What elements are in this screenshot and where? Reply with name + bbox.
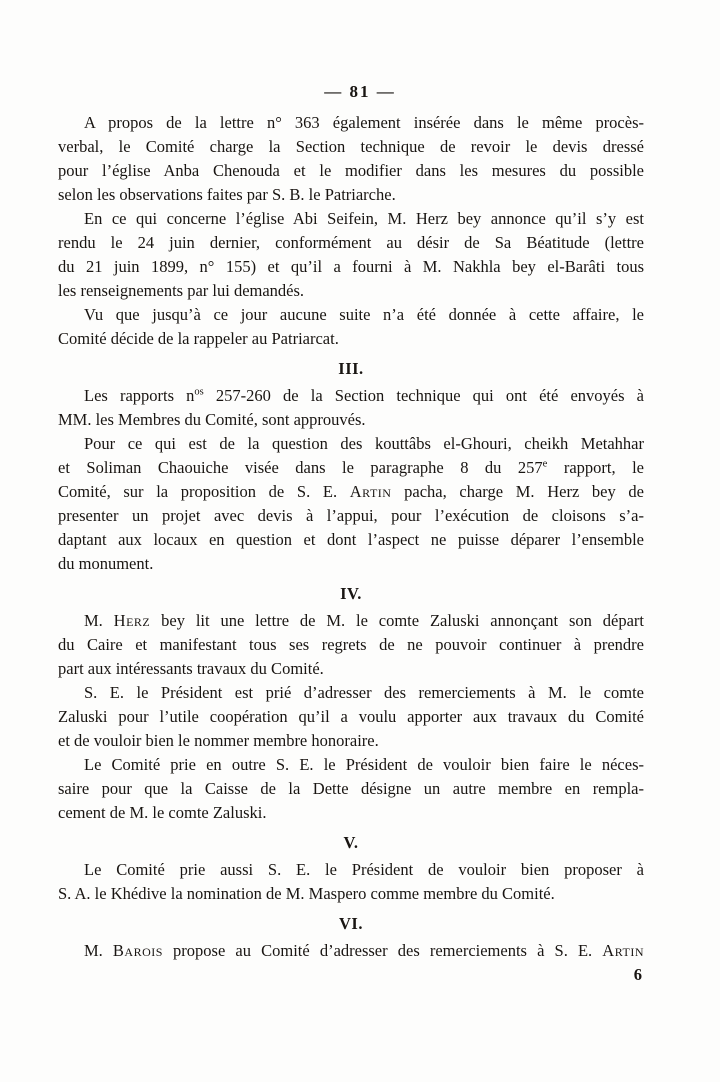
- text-run: Le Comité prie aussi S. E. le Président de vouloir bien proposer à: [84, 860, 644, 879]
- text-run: MM. les Membres du Comité, sont approuvés.: [58, 410, 366, 429]
- text-run: presenter un projet avec devis à l’appui, pour l’exécution de cloisons s’a-: [58, 506, 644, 525]
- paragraph: [58, 384, 644, 432]
- text-line: [58, 231, 644, 255]
- text-line: [58, 111, 644, 135]
- text-run: du monument.: [58, 554, 154, 573]
- paragraph: [58, 207, 644, 303]
- text-run: propose au Comité d’adresser des remerciements à S. E.: [162, 941, 603, 960]
- text-run: les renseignements par lui demandés.: [58, 281, 305, 300]
- text-line: [58, 456, 644, 480]
- text-line: [58, 801, 644, 825]
- text-run: Comité décide de la rappeler au Patriarcat.: [58, 329, 339, 348]
- paragraph: [58, 432, 644, 576]
- section-heading: V.: [343, 833, 359, 852]
- text-line: [58, 159, 644, 183]
- section-heading: III.: [338, 359, 364, 378]
- text-line: [58, 528, 644, 552]
- text-line: [58, 135, 644, 159]
- text-run: Pour ce qui est de la question des kouttâbs el-Ghouri, cheikh Metahhar: [84, 434, 644, 453]
- text-line: [58, 207, 644, 231]
- text-line: [58, 303, 644, 327]
- text-line: [58, 705, 644, 729]
- small-caps-name: Barois: [112, 941, 163, 960]
- text-line: [58, 255, 644, 279]
- text-line: [58, 633, 644, 657]
- text-run: daptant aux locaux en question et dont l’aspect ne puisse déparer l’ensemble: [58, 530, 644, 549]
- text-run: S. A. le Khédive la nomination de M. Maspero comme membre du Comité.: [58, 884, 555, 903]
- text-line: [58, 753, 644, 777]
- text-line: [58, 657, 644, 681]
- text-run: selon les observations faites par S. B. le Patriarche.: [58, 185, 396, 204]
- text-run: Zaluski pour l’utile coopération qu’il a voulu apporter aux travaux du Comité: [58, 707, 644, 726]
- superscript: os: [194, 386, 204, 398]
- text-run: pacha, charge M. Herz bey de: [391, 482, 644, 501]
- paragraph: [58, 858, 644, 906]
- small-caps-name: Artin: [349, 482, 392, 501]
- superscript: e: [542, 458, 548, 470]
- text-line: [58, 432, 644, 456]
- small-caps-name: Artin: [602, 941, 644, 960]
- text-line: [58, 939, 644, 963]
- text-run: Les rapports n: [84, 386, 195, 405]
- text-run: du Caire et manifestant tous ses regrets de ne pouvoir continuer à prendre: [58, 635, 644, 654]
- text-run: Comité, sur la proposition de S. E.: [58, 482, 350, 501]
- text-run: M.: [84, 611, 114, 630]
- text-line: [58, 408, 644, 432]
- text-line: [58, 552, 644, 576]
- document-body: [58, 104, 644, 963]
- text-line: [58, 858, 644, 882]
- text-run: Le Comité prie en outre S. E. le Président de vouloir bien faire le néces-: [84, 755, 644, 774]
- text-run: bey lit une lettre de M. le comte Zaluski annonçant son départ: [150, 611, 644, 630]
- text-line: [58, 480, 644, 504]
- signature-mark: 6: [633, 965, 642, 984]
- text-run: Vu que jusqu’à ce jour aucune suite n’a été donnée à cette affaire, le: [84, 305, 644, 324]
- text-run: En ce qui concerne l’église Abi Seifein, M. Herz bey annonce qu’il s’y est: [84, 209, 644, 228]
- text-line: [58, 327, 644, 351]
- text-run: du 21 juin 1899, n° 155) et qu’il a fourni à M. Nakhla bey el-Barâti tous: [58, 257, 644, 276]
- text-run: 257-260 de la Section technique qui ont été envoyés à: [203, 386, 644, 405]
- small-caps-name: Herz: [113, 611, 151, 630]
- text-line: [58, 504, 644, 528]
- text-line: [58, 609, 644, 633]
- text-run: A propos de la lettre n° 363 également insérée dans le même procès-: [84, 113, 644, 132]
- text-line: [58, 777, 644, 801]
- text-line: [58, 729, 644, 753]
- text-run: rapport, le: [547, 458, 644, 477]
- paragraph: [58, 939, 644, 963]
- paragraph: [58, 111, 644, 207]
- text-run: rendu le 24 juin dernier, conformément au désir de Sa Béatitude (lettre: [58, 233, 644, 252]
- text-run: cement de M. le comte Zaluski.: [58, 803, 267, 822]
- text-run: verbal, le Comité charge la Section technique de revoir le devis dressé: [58, 137, 644, 156]
- text-line: [58, 681, 644, 705]
- paragraph: [58, 753, 644, 825]
- section-heading: IV.: [340, 584, 362, 603]
- paragraph: [58, 609, 644, 681]
- paragraph: [58, 681, 644, 753]
- text-run: et Soliman Chaouiche visée dans le paragraphe 8 du 257: [58, 458, 543, 477]
- section-heading: VI.: [339, 914, 363, 933]
- paragraph: [58, 303, 644, 351]
- text-run: et de vouloir bien le nommer membre honoraire.: [58, 731, 379, 750]
- text-run: saire pour que la Caisse de la Dette désigne un autre membre en rempla-: [58, 779, 644, 798]
- text-line: [58, 183, 644, 207]
- text-line: [58, 279, 644, 303]
- text-line: [58, 882, 644, 906]
- text-run: part aux intéressants travaux du Comité.: [58, 659, 324, 678]
- page-number-header: — 81 —: [324, 82, 396, 101]
- text-run: pour l’église Anba Chenouda et le modifier dans les mesures du possible: [58, 161, 644, 180]
- text-run: S. E. le Président est prié d’adresser des remerciements à M. le comte: [84, 683, 644, 702]
- text-run: M.: [84, 941, 113, 960]
- text-line: [58, 384, 644, 408]
